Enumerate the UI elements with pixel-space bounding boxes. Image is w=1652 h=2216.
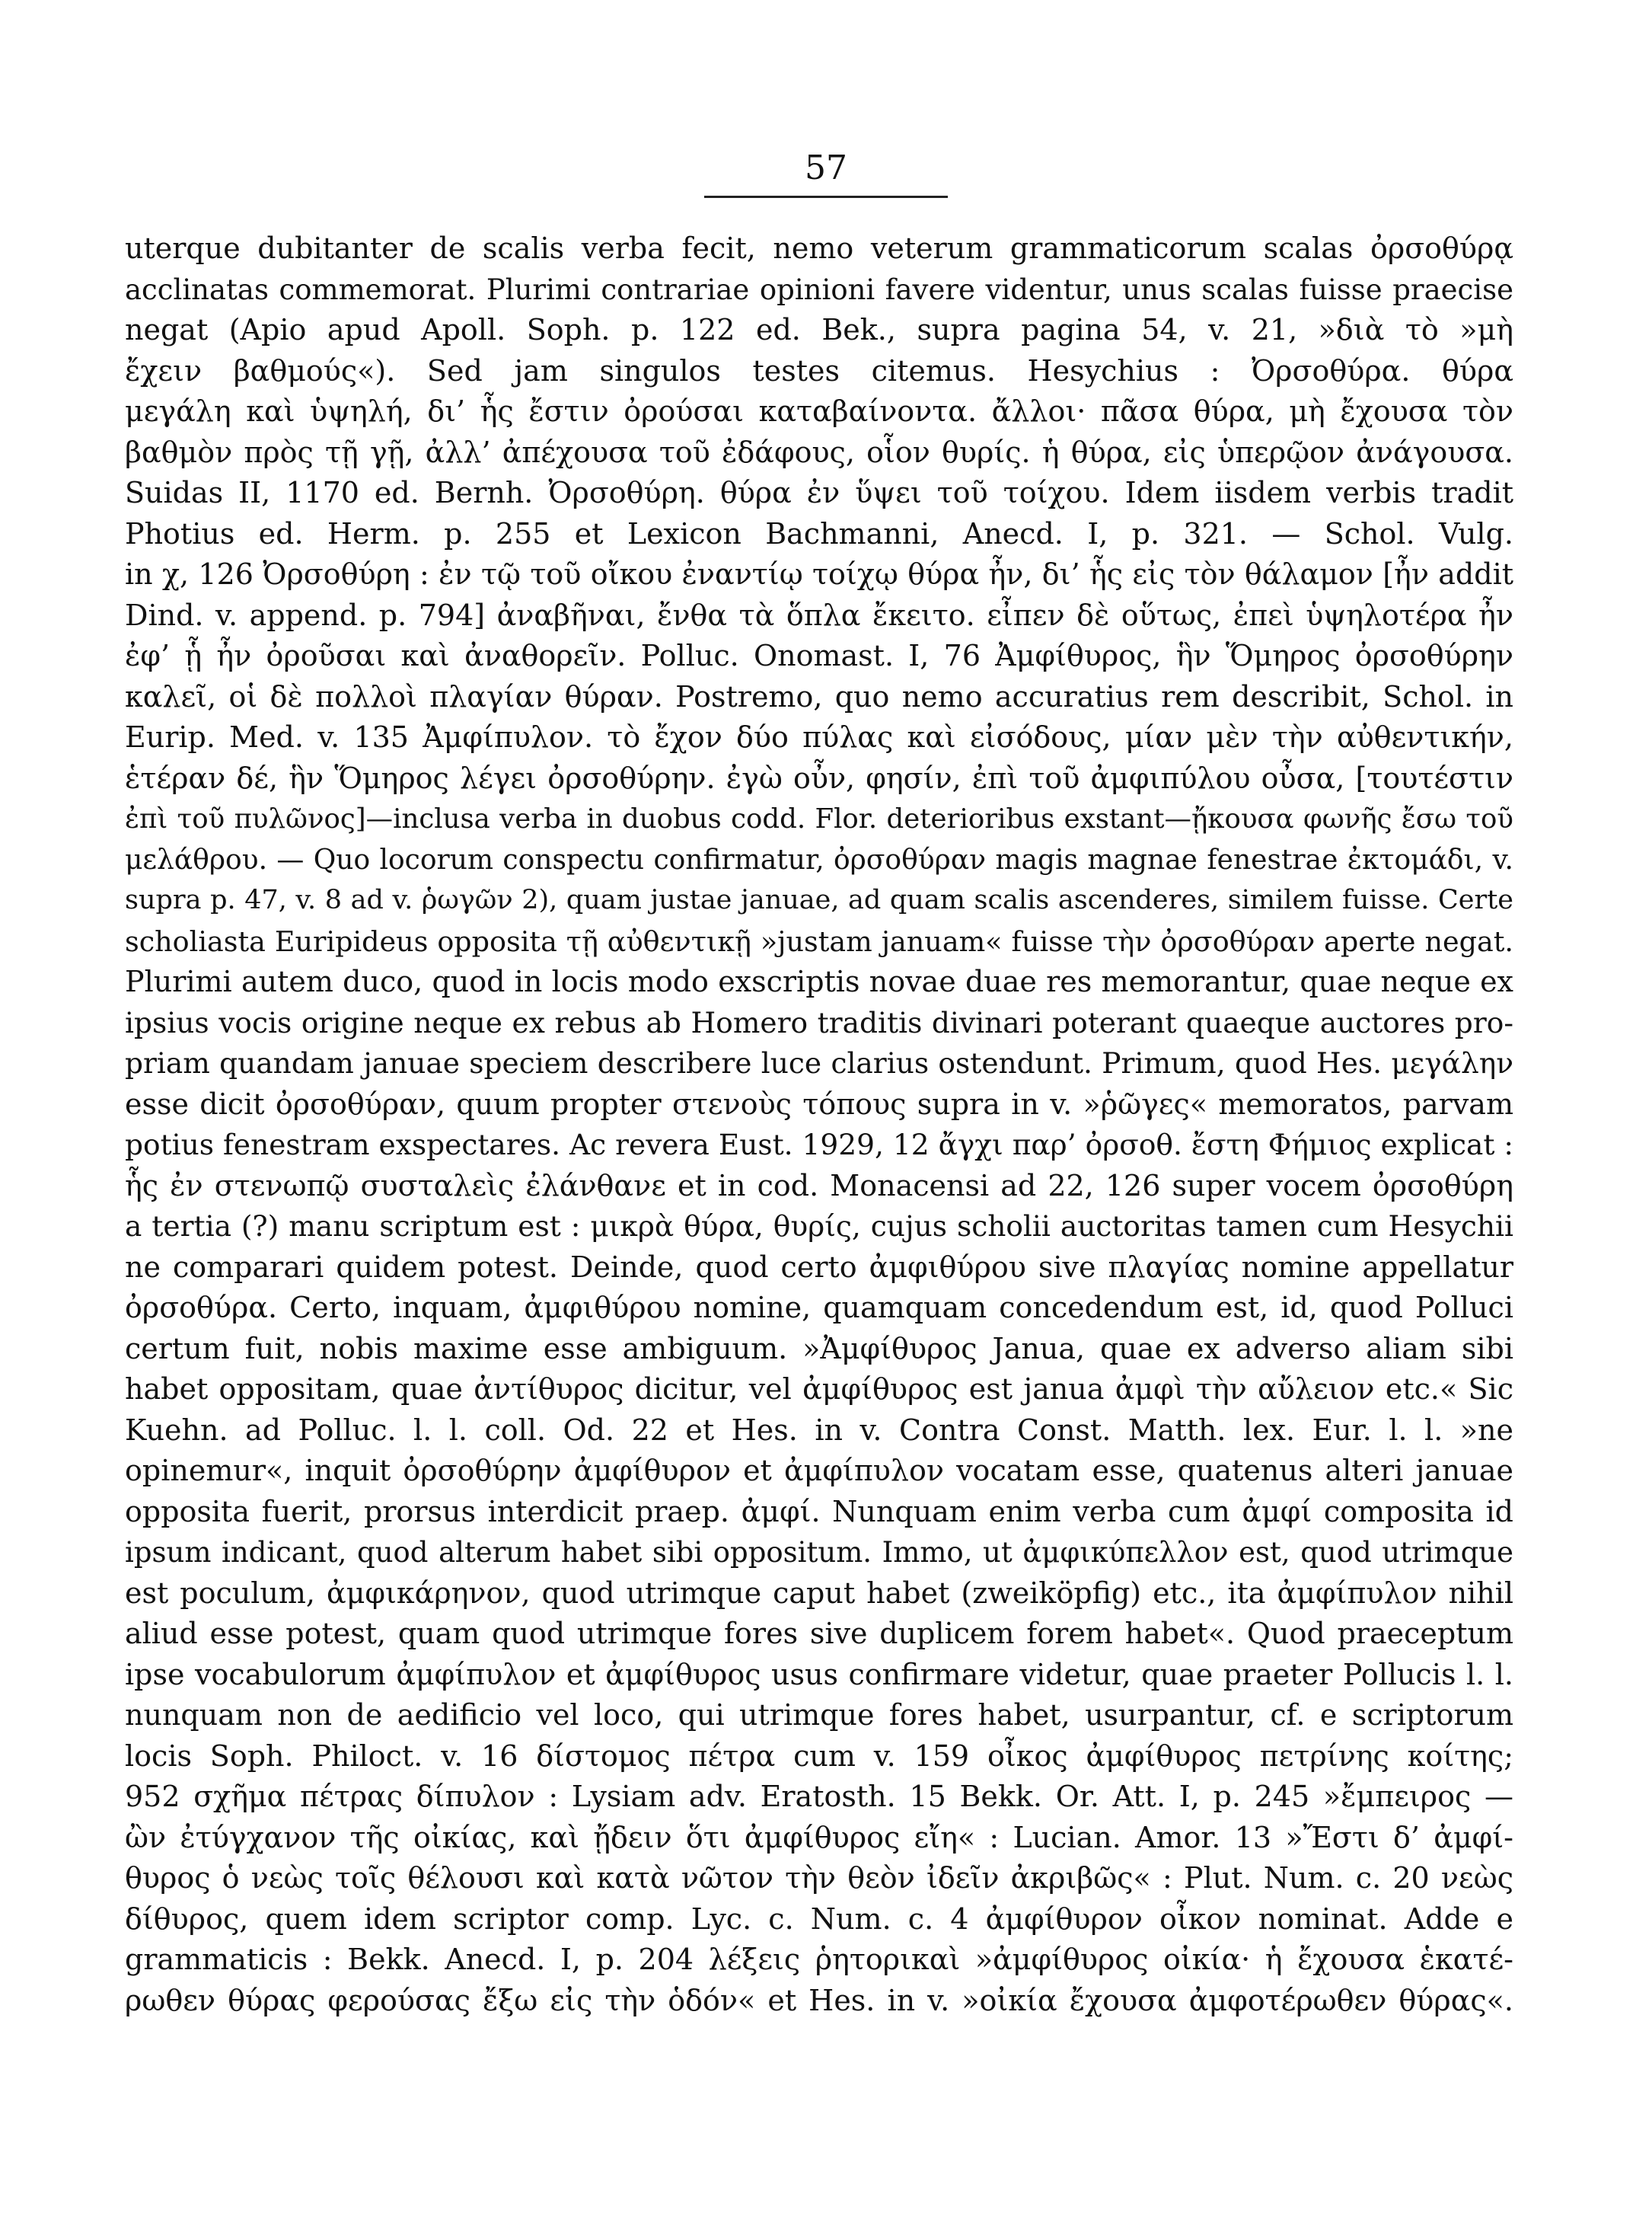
text-line: habet oppositam, quae ἀντίθυρος dicitur, vel ἀμφίθυρος est janua ἀμφὶ τὴν αὔλειον etc.« Sic xyxy=(125,1372,1513,1406)
page-number: 57 xyxy=(805,148,847,187)
text-line: ὀρσοθύρα. Certo, inquam, ἀμφιθύρου nomine, quamquam concedendum est, id, quod Polluci xyxy=(125,1291,1513,1324)
text-line: μελάθρου. — Quo locorum conspectu confirmatur, ὀρσοθύραν magis magnae fenestrae ἐκτομάδι, v. xyxy=(125,844,1513,876)
text-line: Kuehn. ad Polluc. l. l. coll. Od. 22 et Hes. in v. Contra Const. Matth. lex. Eur. l. l. »ne xyxy=(125,1413,1513,1447)
text-line: καλεῖ, οἱ δὲ πολλοὶ πλαγίαν θύραν. Postremo, quo nemo accuratius rem describit, Schol. in xyxy=(125,679,1513,714)
text-line: ipsum indicant, quod alterum habet sibi oppositum. Immo, ut ἀμφικύπελλον est, quod utrimque xyxy=(125,1536,1513,1569)
text-line: grammaticis : Bekk. Anecd. I, p. 204 λέξεις ῥητορικαὶ »ἀμφίθυρος οἰκία· ἡ ἔχουσα ἑκατέ- xyxy=(125,1943,1513,1976)
text-line: ἔχειν βαθμούς«). Sed jam singulos testes citemus. Hesychius : Ὀρσοθύρα. θύρα xyxy=(125,353,1513,388)
body-text xyxy=(125,228,1513,2021)
text-line: uterque dubitanter de scalis verba fecit, nemo veterum grammaticorum scalas ὀρσοθύρᾳ xyxy=(125,231,1513,265)
text-line: potius fenestram exspectares. Ac revera Eust. 1929, 12 ἄγχι παρ’ ὀρσοθ. ἔστη Φήμιος explicat : xyxy=(125,1128,1513,1161)
text-line: in χ, 126 Ὀρσοθύρη : ἐν τῷ τοῦ οἴκου ἐναντίῳ τοίχῳ θύρα ἦν, δι’ ἧς εἰς τὸν θάλαμον [ἦν addit xyxy=(125,557,1513,591)
text-line: aliud esse potest, quam quod utrimque fores sive duplicem forem habet«. Quod praeceptum xyxy=(125,1617,1513,1650)
text-line: Suidas II, 1170 ed. Bernh. Ὀρσοθύρη. θύρα ἐν ὕψει τοῦ τοίχου. Idem iisdem verbis tradit xyxy=(125,476,1513,509)
text-line: supra p. 47, v. 8 ad v. ῥωγῶν 2), quam justae januae, ad quam scalis ascenderes, similem fuisse. Certe xyxy=(125,885,1513,915)
text-line: θυρος ὁ νεὼς τοῖς θέλουσι καὶ κατὰ νῶτον τὴν θεὸν ἰδεῖν ἀκριβῶς« : Plut. Num. c. 20 νεὼς xyxy=(125,1861,1513,1895)
text-line: opinemur«, inquit ὀρσοθύρην ἀμφίθυρον et ἀμφίπυλον vocatam esse, quatenus alteri januae xyxy=(125,1454,1513,1487)
text-line: nunquam non de aedificio vel loco, qui utrimque fores habet, usurpantur, cf. e scriptorum xyxy=(125,1698,1513,1732)
text-line: priam quandam januae speciem describere luce clarius ostendunt. Primum, quod Hes. μεγάλην xyxy=(125,1046,1513,1080)
text-line: a tertia (?) manu scriptum est : μικρὰ θύρα, θυρίς, cujus scholii auctoritas tamen cum Hesychii xyxy=(125,1209,1513,1243)
text-line: Photius ed. Herm. p. 255 et Lexicon Bachmanni, Anecd. I, p. 321. — Schol. Vulg. xyxy=(125,516,1513,551)
text-line: δίθυρος, quem idem scriptor comp. Lyc. c. Num. c. 4 ἀμφίθυρον οἶκον nominat. Adde e xyxy=(125,1901,1513,1936)
text-line: Plurimi autem duco, quod in locis modo exscriptis novae duae res memorantur, quae neque ex xyxy=(125,965,1513,998)
text-line: ἐφ’ ᾗ ἦν ὀροῦσαι καὶ ἀναθορεῖν. Polluc. Onomast. I, 76 Ἀμφίθυρος, ἣν Ὅμηρος ὀρσοθύρην xyxy=(125,639,1513,672)
text-line: Eurip. Med. v. 135 Ἀμφίπυλον. τὸ ἔχον δύο πύλας καὶ εἰσόδους, μίαν μὲν τὴν αὐθεντικήν, xyxy=(125,720,1513,754)
text-line: Dind. v. append. p. 794] ἀναβῆναι, ἔνθα τὰ ὅπλα ἔκειτο. εἶπεν δὲ οὕτως, ἐπεὶ ὑψηλοτέρα ἦν xyxy=(125,598,1513,632)
text-line: negat (Apio apud Apoll. Soph. p. 122 ed. Bek., supra pagina 54, v. 21, »διὰ τὸ »μὴ xyxy=(125,313,1513,346)
text-line: μεγάλη καὶ ὑψηλή, δι’ ἧς ἔστιν ὀρούσαι καταβαίνοντα. ἄλλοι· πᾶσα θύρα, μὴ ἔχουσα τὸν xyxy=(125,394,1513,428)
header-rule xyxy=(704,196,948,198)
text-line: ρωθεν θύρας φερούσας ἔξω εἰς τὴν ὁδόν« et Hes. in v. »οἰκία ἔχουσα ἀμφοτέρωθεν θύρας«. xyxy=(125,1983,1513,2017)
text-line: certum fuit, nobis maxime esse ambiguum. »Ἀμφίθυρος Janua, quae ex adverso aliam sibi xyxy=(125,1331,1513,1365)
text-line: βαθμὸν πρὸς τῇ γῇ, ἀλλ’ ἀπέχουσα τοῦ ἐδάφους, οἷον θυρίς. ἡ θύρα, εἰς ὑπερῷον ἀνάγουσα. xyxy=(125,435,1513,469)
text-line: acclinatas commemorat. Plurimi contrariae opinioni favere videntur, unus scalas fuisse praecise xyxy=(125,273,1513,306)
text-line: scholiasta Euripideus opposita τῇ αὐθεντικῇ »justam januam« fuisse τὴν ὀρσοθύραν aperte negat. xyxy=(125,924,1513,958)
text-line: esse dicit ὀρσοθύραν, quum propter στενοὺς τόπους supra in v. »ῥῶγες« memoratos, parvam xyxy=(125,1087,1513,1121)
text-line: ne comparari quidem potest. Deinde, quod certo ἀμφιθύρου sive πλαγίας nomine appellatur xyxy=(125,1250,1513,1284)
text-line: ipse vocabulorum ἀμφίπυλον et ἀμφίθυρος usus confirmare videtur, quae praeter Pollucis l. l. xyxy=(125,1657,1513,1691)
text-line: ἧς ἐν στενωπῷ συσταλεὶς ἐλάνθανε et in cod. Monacensi ad 22, 126 super vocem ὀρσοθύρη xyxy=(125,1168,1513,1202)
text-line: 952 σχῆμα πέτρας δίπυλον : Lysiam adv. Eratosth. 15 Bekk. Or. Att. I, p. 245 »ἔμπειρος — xyxy=(125,1780,1513,1813)
text-line: est poculum, ἀμφικάρηνον, quod utrimque caput habet (zweiköpfig) etc., ita ἀμφίπυλον nihil xyxy=(125,1576,1513,1610)
text-line: ἑτέραν δέ, ἣν Ὅμηρος λέγει ὀρσοθύρην. ἐγὼ οὖν, φησίν, ἐπὶ τοῦ ἀμφιπύλου οὖσα, [τουτέστιν xyxy=(125,761,1513,795)
text-line: ὢν ἐτύγχανον τῆς οἰκίας, καὶ ᾔδειν ὅτι ἀμφίθυρος εἴη« : Lucian. Amor. 13 »Ἔστι δ’ ἀμφί- xyxy=(125,1820,1513,1854)
text-line: locis Soph. Philoct. v. 16 δίστομος πέτρα cum v. 159 οἶκος ἀμφίθυρος πετρίνης κοίτης; xyxy=(125,1739,1513,1773)
text-line: ἐπὶ τοῦ πυλῶνος]—inclusa verba in duobus codd. Flor. deterioribus exstant—ᾔκουσα φωνῆς ἔσω τοῦ xyxy=(125,803,1513,835)
text-line: opposita fuerit, prorsus interdicit praep. ἀμφί. Nunquam enim verba cum ἀμφί composita id xyxy=(125,1494,1513,1528)
text-line: ipsius vocis origine neque ex rebus ab Homero traditis divinari poterant quaeque auctores pro- xyxy=(125,1005,1513,1039)
